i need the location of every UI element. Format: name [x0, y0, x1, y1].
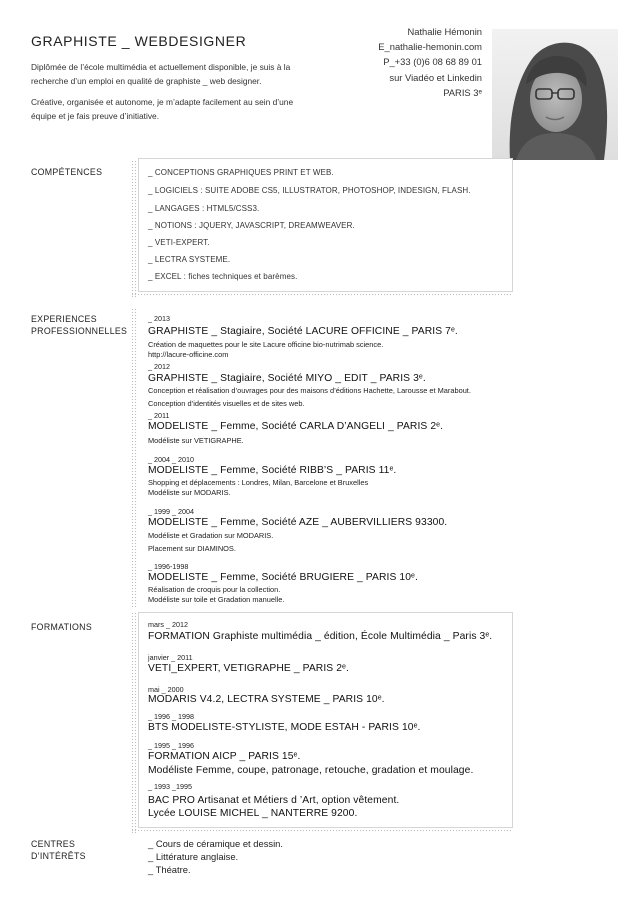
experience-link[interactable]: http://lacure-officine.com [148, 350, 229, 359]
experience-detail: Modéliste et Gradation sur MODARIS. [148, 531, 274, 540]
section-label-formations: FORMATIONS [31, 622, 92, 632]
experience-title: MODELISTE _ Femme, Société AZE _ AUBERVILLIERS 93300. [148, 517, 448, 528]
formation-detail: Modéliste Femme, coupe, patronage, retouche, gradation et moulage. [148, 765, 474, 776]
section-label-interests [31, 839, 86, 862]
interest-item: _ Cours de céramique et dessin. [148, 838, 283, 849]
experience-detail: Shopping et déplacements : Londres, Milan, Barcelone et Bruxelles [148, 478, 369, 487]
competence-item: _ CONCEPTIONS GRAPHIQUES PRINT ET WEB. [148, 168, 334, 177]
section-label-line: D’INTÉRÊTS [31, 850, 86, 861]
formation-date: _ 1995 _ 1996 [148, 741, 194, 750]
contact-email[interactable]: E_nathalie-hemonin.com [378, 41, 482, 53]
contact-name: Nathalie Hémonin [407, 26, 482, 37]
contact-social: sur Viadéo et Linkedin [389, 71, 482, 83]
formation-date: mai _ 2000 [148, 685, 184, 694]
dotted-divider [131, 293, 511, 297]
experience-detail: Conception et réalisation d’ouvrages pour des maisons d’éditions Hachette, Larousse et Marabout. [148, 386, 471, 395]
dotted-divider [131, 308, 138, 608]
experience-detail: Modéliste sur MODARIS. [148, 488, 231, 497]
formation-date: _ 1996 _ 1998 [148, 712, 194, 721]
experience-detail: Modéliste sur toile et Gradation manuelle. [148, 595, 285, 604]
formation-date: _ 1993 _1995 [148, 782, 192, 791]
portrait-illustration [492, 29, 618, 160]
dotted-divider [131, 612, 138, 834]
experience-title: MODELISTE _ Femme, Société BRUGIERE _ PARIS 10ᵉ. [148, 572, 418, 583]
experience-detail: Conception d’identités visuelles et de sites web. [148, 399, 305, 408]
section-label-line: CENTRES [31, 839, 76, 849]
formation-title: FORMATION Graphiste multimédia _ édition, École Multimédia _ Paris 3ᵉ. [148, 631, 493, 642]
section-label-experiences [31, 314, 127, 337]
portrait-photo [492, 29, 618, 160]
intro-paragraph-2 [31, 95, 301, 123]
resume-title: GRAPHISTE _ WEBDESIGNER [31, 33, 247, 49]
experience-date: _ 2013 [148, 314, 170, 323]
intro-paragraph-1 [31, 60, 301, 88]
formation-title: VETI_EXPERT, VETIGRAPHE _ PARIS 2ᵉ. [148, 663, 349, 674]
experience-date: _ 2012 [148, 362, 170, 371]
competence-item: _ VETI-EXPERT. [148, 238, 210, 247]
formation-date: janvier _ 2011 [148, 653, 193, 662]
dotted-divider [131, 829, 511, 833]
experience-date: _ 2004 _ 2010 [148, 455, 194, 464]
formation-detail: Lycée LOUISE MICHEL _ NANTERRE 9200. [148, 808, 358, 819]
competence-item: _ LECTRA SYSTEME. [148, 255, 231, 264]
experience-detail: Placement sur DIAMINOS. [148, 544, 236, 553]
contact-city: PARIS 3ᵉ [443, 86, 482, 98]
experience-title: GRAPHISTE _ Stagiaire, Société MIYO _ EDIT _ PARIS 3ᵉ. [148, 373, 426, 384]
experience-detail: Modéliste sur VETIGRAPHE. [148, 436, 244, 445]
formation-title: MODARIS V4.2, LECTRA SYSTEME _ PARIS 10ᵉ. [148, 694, 385, 705]
contact-block [282, 24, 482, 100]
experience-title: MODELISTE _ Femme, Société RIBB’S _ PARIS 11ᵉ. [148, 465, 397, 476]
section-label-line: EXPERIENCES [31, 314, 97, 324]
competence-item: _ LANGAGES : HTML5/CSS3. [148, 204, 260, 213]
interest-item: _ Théatre. [148, 864, 191, 875]
competence-item: _ LOGICIELS : SUITE ADOBE CS5, ILLUSTRATOR, PHOTOSHOP, INDESIGN, FLASH. [148, 186, 471, 195]
section-label-competences: COMPÉTENCES [31, 167, 103, 177]
interest-item: _ Littérature anglaise. [148, 851, 239, 862]
formation-title: BAC PRO Artisanat et Métiers d ’Art, option vêtement. [148, 795, 400, 806]
intro-line: Diplômée de l’école multimédia et actuellement disponible, je suis à la [31, 62, 291, 72]
experience-detail: Réalisation de croquis pour la collection. [148, 585, 281, 594]
formation-date: mars _ 2012 [148, 620, 188, 629]
experience-date: _ 1999 _ 2004 [148, 507, 194, 516]
experience-title: MODELISTE _ Femme, Société CARLA D’ANGELI _ PARIS 2ᵉ. [148, 421, 444, 432]
experience-date: _ 1996-1998 [148, 562, 189, 571]
section-label-line: PROFESSIONNELLES [31, 325, 128, 336]
formation-title: BTS MODELISTE-STYLISTE, MODE ESTAH - PARIS 10ᵉ. [148, 722, 421, 733]
contact-phone: P_+33 (0)6 08 68 89 01 [383, 56, 482, 68]
competence-item: _ EXCEL : fiches techniques et barèmes. [148, 272, 298, 281]
experience-title: GRAPHISTE _ Stagiaire, Société LACURE OFFICINE _ PARIS 7ᵉ. [148, 326, 458, 337]
experience-date: _ 2011 [148, 411, 170, 420]
intro-line: équipe et je fais preuve d’initiative. [31, 111, 160, 121]
dotted-divider [131, 160, 138, 298]
competence-item: _ NOTIONS : JQUERY, JAVASCRIPT, DREAMWEAVER. [148, 221, 355, 230]
formation-title: FORMATION AICP _ PARIS 15ᵉ. [148, 751, 301, 762]
intro-line: recherche d’un emploi en qualité de graphiste _ web designer. [31, 76, 262, 86]
intro-line: Créative, organisée et autonome, je m’adapte facilement au sein d’une [31, 97, 294, 107]
experience-detail: Création de maquettes pour le site Lacure officine bio-nutrimab science. [148, 340, 384, 349]
